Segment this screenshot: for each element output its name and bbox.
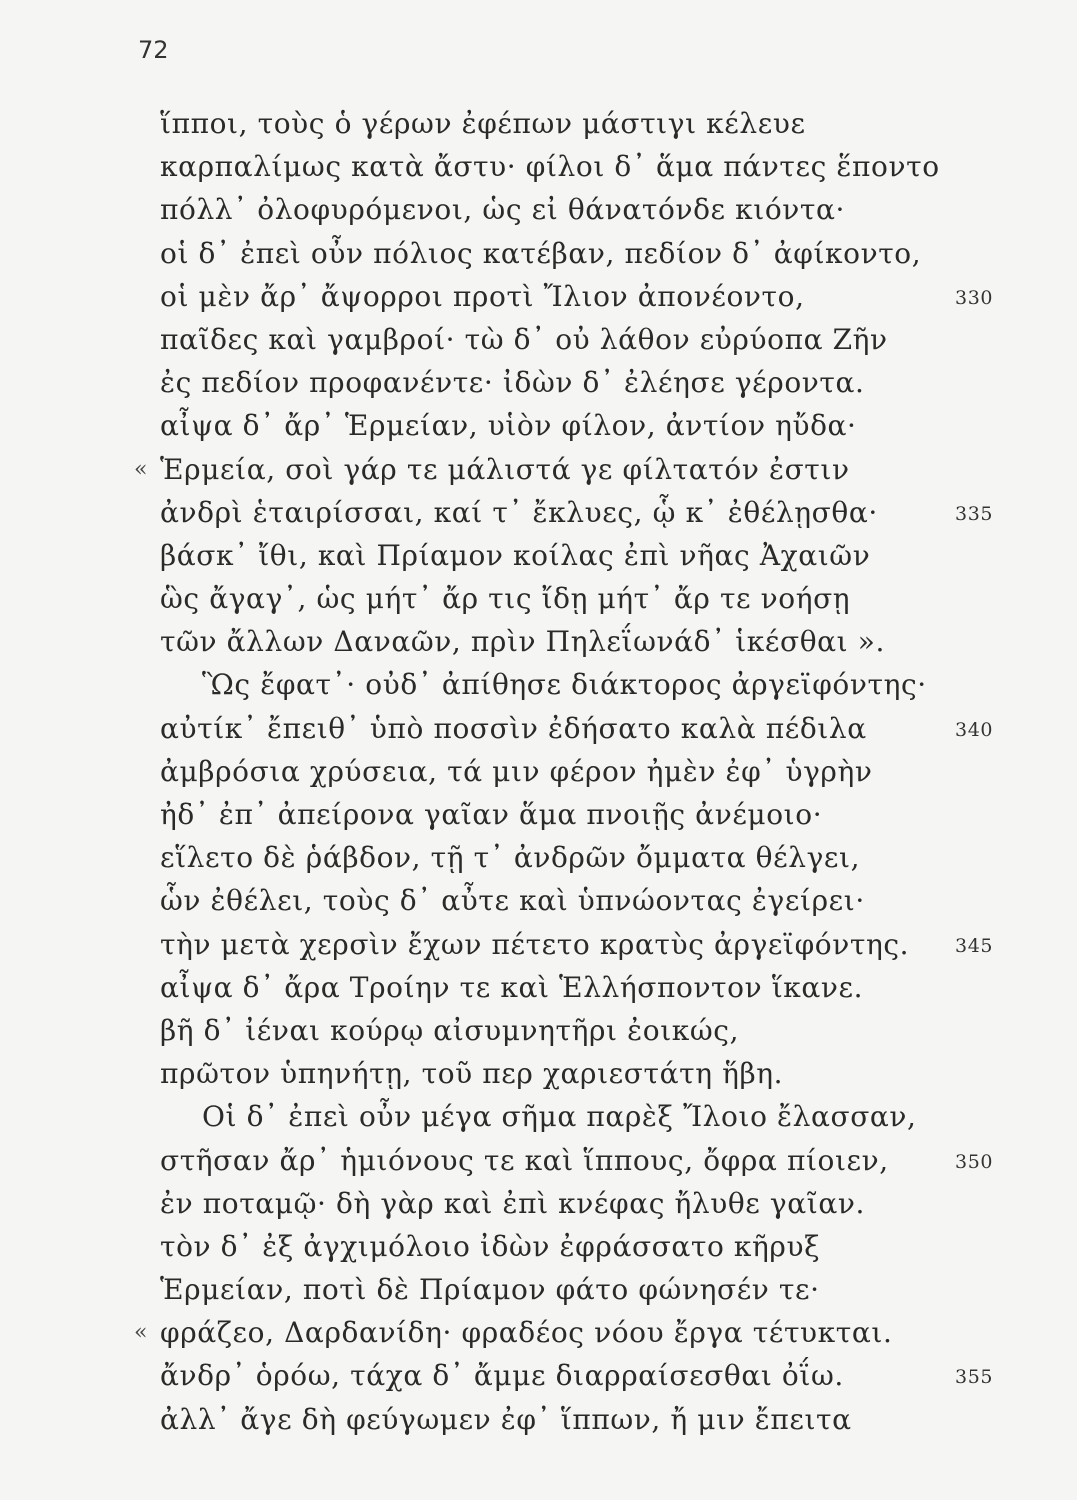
verse-text: ὧν ἐθέλει, τοὺς δ᾽ αὖτε καὶ ὑπνώοντας ἐγείρει· <box>160 884 865 918</box>
verse-line <box>160 1095 990 1138</box>
verse-line <box>160 879 990 922</box>
verse-line <box>160 232 990 275</box>
quote-mark: « <box>134 456 149 482</box>
verse-text: ἀλλ᾽ ἄγε δὴ φεύγωμεν ἐφ᾽ ἵππων, ἤ μιν ἔπειτα <box>160 1402 852 1436</box>
verse-text: φράζεο, Δαρδανίδη· φραδέος νόου ἔργα τέτυκται. <box>160 1316 893 1350</box>
verse-line <box>160 836 990 879</box>
verse-text: πόλλ᾽ ὀλοφυρόμενοι, ὡς εἰ θάνατόνδε κιόντα· <box>160 193 846 227</box>
line-number: 335 <box>955 502 994 525</box>
verse-text: ἀμβρόσια χρύσεια, τά μιν φέρον ἠμὲν ἐφ᾽ ὑγρὴν <box>160 754 873 788</box>
verse-line <box>160 404 990 447</box>
verse-text: αὐτίκ᾽ ἔπειθ᾽ ὑπὸ ποσσὶν ἐδήσατο καλὰ πέδιλα <box>160 711 867 745</box>
verse-text: εἵλετο δὲ ῥάβδον, τῇ τ᾽ ἀνδρῶν ὄμματα θέλγει, <box>160 841 861 875</box>
verse-text: παῖδες καὶ γαμβροί· τὼ δ᾽ οὐ λάθον εὐρύοπα Ζῆν <box>160 322 888 356</box>
verse-text: ἄνδρ᾽ ὁρόω, τάχα δ᾽ ἄμμε διαρραίσεσθαι ὀΐω. <box>160 1359 844 1393</box>
verse-line <box>160 1225 990 1268</box>
verse-line <box>160 491 994 534</box>
verse-text: ἵπποι, τοὺς ὁ γέρων ἐφέπων μάστιγι κέλευε <box>160 107 806 140</box>
verse-line <box>160 1009 990 1052</box>
verse-text: αἶψα δ᾽ ἄρα Τροίην τε καὶ Ἑλλήσποντον ἵκανε. <box>160 970 864 1004</box>
verse-text: τῶν ἄλλων Δαναῶν, πρὶν Πηλεΐωνάδ᾽ ἱκέσθαι ». <box>160 625 885 659</box>
verse-text: ὣς ἄγαγ᾽, ὡς μήτ᾽ ἄρ τις ἴδῃ μήτ᾽ ἄρ τε νοήσῃ <box>160 582 851 616</box>
verse-line <box>160 145 990 188</box>
verse-text: Οἱ δ᾽ ἐπεὶ οὖν μέγα σῆμα παρὲξ Ἴλοιο ἔλασσαν, <box>202 1100 917 1134</box>
verse-text: ἠδ᾽ ἐπ᾽ ἀπείρονα γαῖαν ἅμα πνοιῇς ἀνέμοιο· <box>160 798 823 831</box>
verse-line <box>160 534 990 577</box>
verse-text: αἶψα δ᾽ ἄρ᾽ Ἑρμείαν, υἱὸν φίλον, ἀντίον ηὔδα· <box>160 409 857 443</box>
verse-line <box>134 1311 990 1354</box>
verse-text: τὸν δ᾽ ἐξ ἀγχιμόλοιο ἰδὼν ἐφράσσατο κῆρυξ <box>160 1229 821 1263</box>
line-number: 340 <box>955 718 994 741</box>
verse-text: τὴν μετὰ χερσὶν ἔχων πέτετο κρατὺς ἀργεϊφόντης. <box>160 927 910 961</box>
verse-line <box>160 577 990 620</box>
verse-text: στῆσαν ἄρ᾽ ἡμιόνους τε καὶ ἵππους, ὄφρα πίοιεν, <box>160 1143 889 1177</box>
verse-text: πρῶτον ὑπηνήτῃ, τοῦ περ χαριεστάτη ἥβη. <box>160 1057 784 1091</box>
verse-line <box>160 1354 994 1397</box>
verse-line <box>160 663 990 706</box>
verse-text: Ἑρμείαν, ποτὶ δὲ Πρίαμον φάτο φώνησέν τε· <box>160 1273 820 1307</box>
verse-line <box>160 1398 990 1441</box>
verse-text: ἐν ποταμῷ· δὴ γὰρ καὶ ἐπὶ κνέφας ἤλυθε γαῖαν. <box>160 1186 865 1220</box>
verse-text: καρπαλίμως κατὰ ἄστυ· φίλοι δ᾽ ἅμα πάντες ἕποντο <box>160 150 940 184</box>
verse-text-block <box>134 102 994 1441</box>
verse-text: οἱ δ᾽ ἐπεὶ οὖν πόλιος κατέβαν, πεδίον δ᾽ ἀφίκοντο, <box>160 236 922 270</box>
page-number: 72 <box>138 36 169 64</box>
verse-line <box>160 923 994 966</box>
verse-text: ἀνδρὶ ἑταιρίσσαι, καί τ᾽ ἔκλυες, ᾧ κ᾽ ἐθέλῃσθα· <box>160 495 878 529</box>
verse-line <box>160 102 990 145</box>
verse-line <box>160 1268 990 1311</box>
verse-line <box>160 188 990 231</box>
verse-text: οἱ μὲν ἄρ᾽ ἄψορροι προτὶ Ἴλιον ἀπονέοντο, <box>160 279 805 313</box>
verse-text: βῆ δ᾽ ἰέναι κούρῳ αἰσυμνητῆρι ἐοικώς, <box>160 1013 740 1047</box>
line-number: 350 <box>955 1150 994 1173</box>
line-number: 330 <box>955 286 994 309</box>
line-number: 355 <box>955 1366 994 1389</box>
quote-mark: « <box>134 1320 149 1346</box>
verse-text: βάσκ᾽ ἴθι, καὶ Πρίαμον κοίλας ἐπὶ νῆας Ἀχαιῶν <box>160 538 871 572</box>
verse-line <box>160 750 990 793</box>
verse-line <box>160 793 990 836</box>
verse-line <box>160 1182 990 1225</box>
verse-line <box>134 448 990 491</box>
verse-text: ἐς πεδίον προφανέντε· ἰδὼν δ᾽ ἐλέησε γέροντα. <box>160 366 865 400</box>
verse-line <box>160 620 990 663</box>
verse-line <box>160 275 994 318</box>
verse-line <box>160 318 990 361</box>
verse-line <box>160 1139 994 1182</box>
verse-text: Ἑρμεία, σοὶ γάρ τε μάλιστά γε φίλτατόν ἐστιν <box>160 452 850 486</box>
verse-line <box>160 966 990 1009</box>
verse-line <box>160 707 994 750</box>
line-number: 345 <box>955 934 994 957</box>
verse-line <box>160 361 990 404</box>
verse-text: Ὣς ἔφατ᾽· οὐδ᾽ ἀπίθησε διάκτορος ἀργεϊφόντης· <box>202 668 927 702</box>
verse-line <box>160 1052 990 1095</box>
